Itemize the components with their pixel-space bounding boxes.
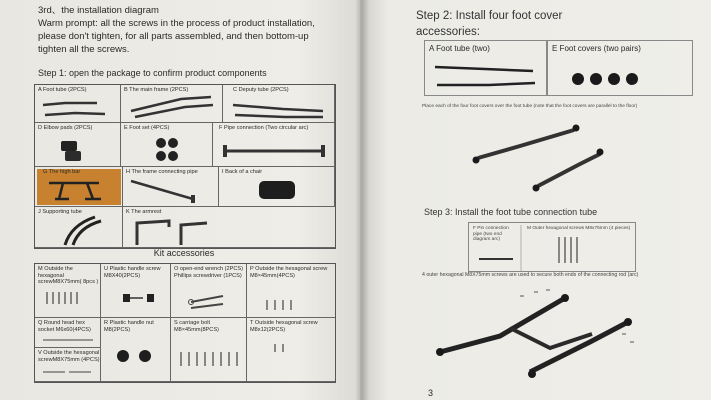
foot-covers-icon	[548, 41, 694, 97]
carriage-bolt-icon	[171, 318, 247, 382]
supporting-tube-icon	[35, 207, 123, 248]
warning-text: Warm prompt: all the screws in the process of product installation, please don't tighten, for all parts assembled, and then bottom-up tighten all the screws.	[38, 18, 315, 55]
component-cell-b	[121, 85, 223, 123]
component-label: F Pipe connection (Two circular arc)	[219, 125, 309, 131]
component-label: J Supporting tube	[38, 209, 82, 215]
mini-m-label: M Outer hexagonal screws M8x75mm (4 pieces)	[527, 226, 631, 231]
book-gutter	[355, 0, 369, 400]
plastic-handle-screw-icon	[101, 264, 171, 318]
foot-set-icon	[121, 123, 213, 167]
step1-title: Step 1: open the package to confirm product components	[38, 68, 267, 78]
kit-label: O open-end wrench (2PCS) Phillips screwdriver (1PCS)	[174, 266, 244, 279]
component-cell-e	[121, 123, 213, 167]
kit-cell-v	[35, 348, 101, 382]
kit-label: S carriage bolt M8×45mm(8PCS)	[174, 320, 219, 333]
component-cell-c	[223, 85, 335, 123]
foot-tube-box-label: A Foot tube (two)	[429, 44, 490, 53]
page-number: 3	[428, 388, 434, 398]
armrest-icon	[123, 207, 335, 248]
kit-label: Q Round head hex socket M6x60(4PCS)	[38, 320, 91, 333]
pipe-connection-icon	[213, 123, 335, 167]
hex-screw-t-icon	[247, 318, 335, 382]
component-label: E Foot set (4PCS)	[124, 125, 170, 131]
kit-cell-s	[171, 318, 247, 382]
component-label: H The frame connecting pipe	[126, 169, 198, 175]
section-heading: 3rd、the installation diagram	[38, 5, 159, 16]
step3-note: 4 outer hexagonal M8X75mm screws are used to secure both ends of the connecting rod (arc)	[422, 272, 639, 278]
foot-covers-box	[547, 40, 693, 96]
plastic-nut-icon	[101, 318, 171, 382]
kit-title: Kit accessories	[153, 248, 215, 258]
component-cell-f	[213, 123, 335, 167]
step3-parts-icon	[469, 223, 637, 273]
component-label: D Elbow pads (2PCS)	[38, 125, 93, 131]
right-page	[360, 0, 711, 400]
kit-label: R Plastic handle nut M8(2PCS)	[104, 320, 154, 333]
kit-label: U Plastic handle screw M8X40(2PCS)	[104, 266, 161, 279]
component-cell-d	[35, 123, 121, 167]
component-label: K The armrest	[126, 209, 162, 215]
kit-cell-m	[35, 264, 101, 318]
component-cell-a	[35, 85, 121, 123]
connection-tube-diagram	[360, 282, 711, 392]
component-cell-j	[35, 207, 123, 248]
step3-parts-box	[468, 222, 636, 272]
step3-title: Step 3: Install the foot tube connection tube	[424, 207, 598, 217]
kit-cell-p	[247, 264, 335, 318]
component-cell-h	[123, 167, 219, 207]
component-label: B The main frame (2PCS)	[124, 87, 189, 93]
main-frame-icon	[121, 85, 223, 123]
hex-screw-v-icon	[35, 348, 101, 382]
foot-tube-icon	[35, 85, 121, 123]
kit-cell-r	[101, 318, 171, 382]
chair-back-icon	[219, 167, 335, 207]
step2-title: Step 2: Install four foot cover accessories:	[416, 10, 563, 38]
foot-covers-box-label: E Foot covers (two pairs)	[552, 44, 641, 53]
component-cell-i	[219, 167, 335, 207]
hex-screw-p-icon	[247, 264, 335, 318]
step2-note: Place each of the four foot covers over the foot tube (note that the foot covers are parallel to the floor)	[422, 104, 638, 109]
high-bar-icon	[35, 167, 123, 207]
kit-cell-o	[171, 264, 247, 318]
kit-label: P Outside the hexagonal screw M8×45mm(4PCS)	[250, 266, 328, 279]
frame-connecting-pipe-icon	[123, 167, 219, 207]
components-grid	[34, 84, 336, 249]
intro-text	[38, 4, 338, 56]
component-label: C Deputy tube (2PCS)	[233, 87, 289, 93]
hex-screw-m-icon	[35, 264, 101, 318]
component-cell-g	[35, 167, 123, 207]
foot-tube-box	[424, 40, 547, 96]
foot-cover-diagram	[360, 114, 711, 204]
elbow-pads-icon	[35, 123, 121, 167]
kit-cell-u	[101, 264, 171, 318]
mini-f-label: F Pin connection pipe (two end diagram arc)	[473, 226, 509, 242]
component-label: A Foot tube (2PCS)	[38, 87, 87, 93]
deputy-tube-icon	[223, 85, 335, 123]
kit-label: M Outside the hexagonal screwM8X75mm( 8pcs )	[38, 266, 99, 285]
kit-label: T Outside hexagonal screw M8x12(2PCS)	[250, 320, 318, 333]
component-label: G The high bar	[43, 169, 81, 175]
component-label: I Back of a chair	[222, 169, 263, 175]
wrench-icon	[171, 264, 247, 318]
kit-cell-t	[247, 318, 335, 382]
foot-tube-icon	[425, 41, 548, 97]
kit-grid	[34, 263, 336, 383]
kit-cell-q	[35, 318, 101, 348]
component-cell-k	[123, 207, 335, 248]
kit-label: V Outside the hexagonal screwM8X75mm (4PCS)	[38, 350, 100, 363]
round-head-screw-icon	[35, 318, 101, 348]
